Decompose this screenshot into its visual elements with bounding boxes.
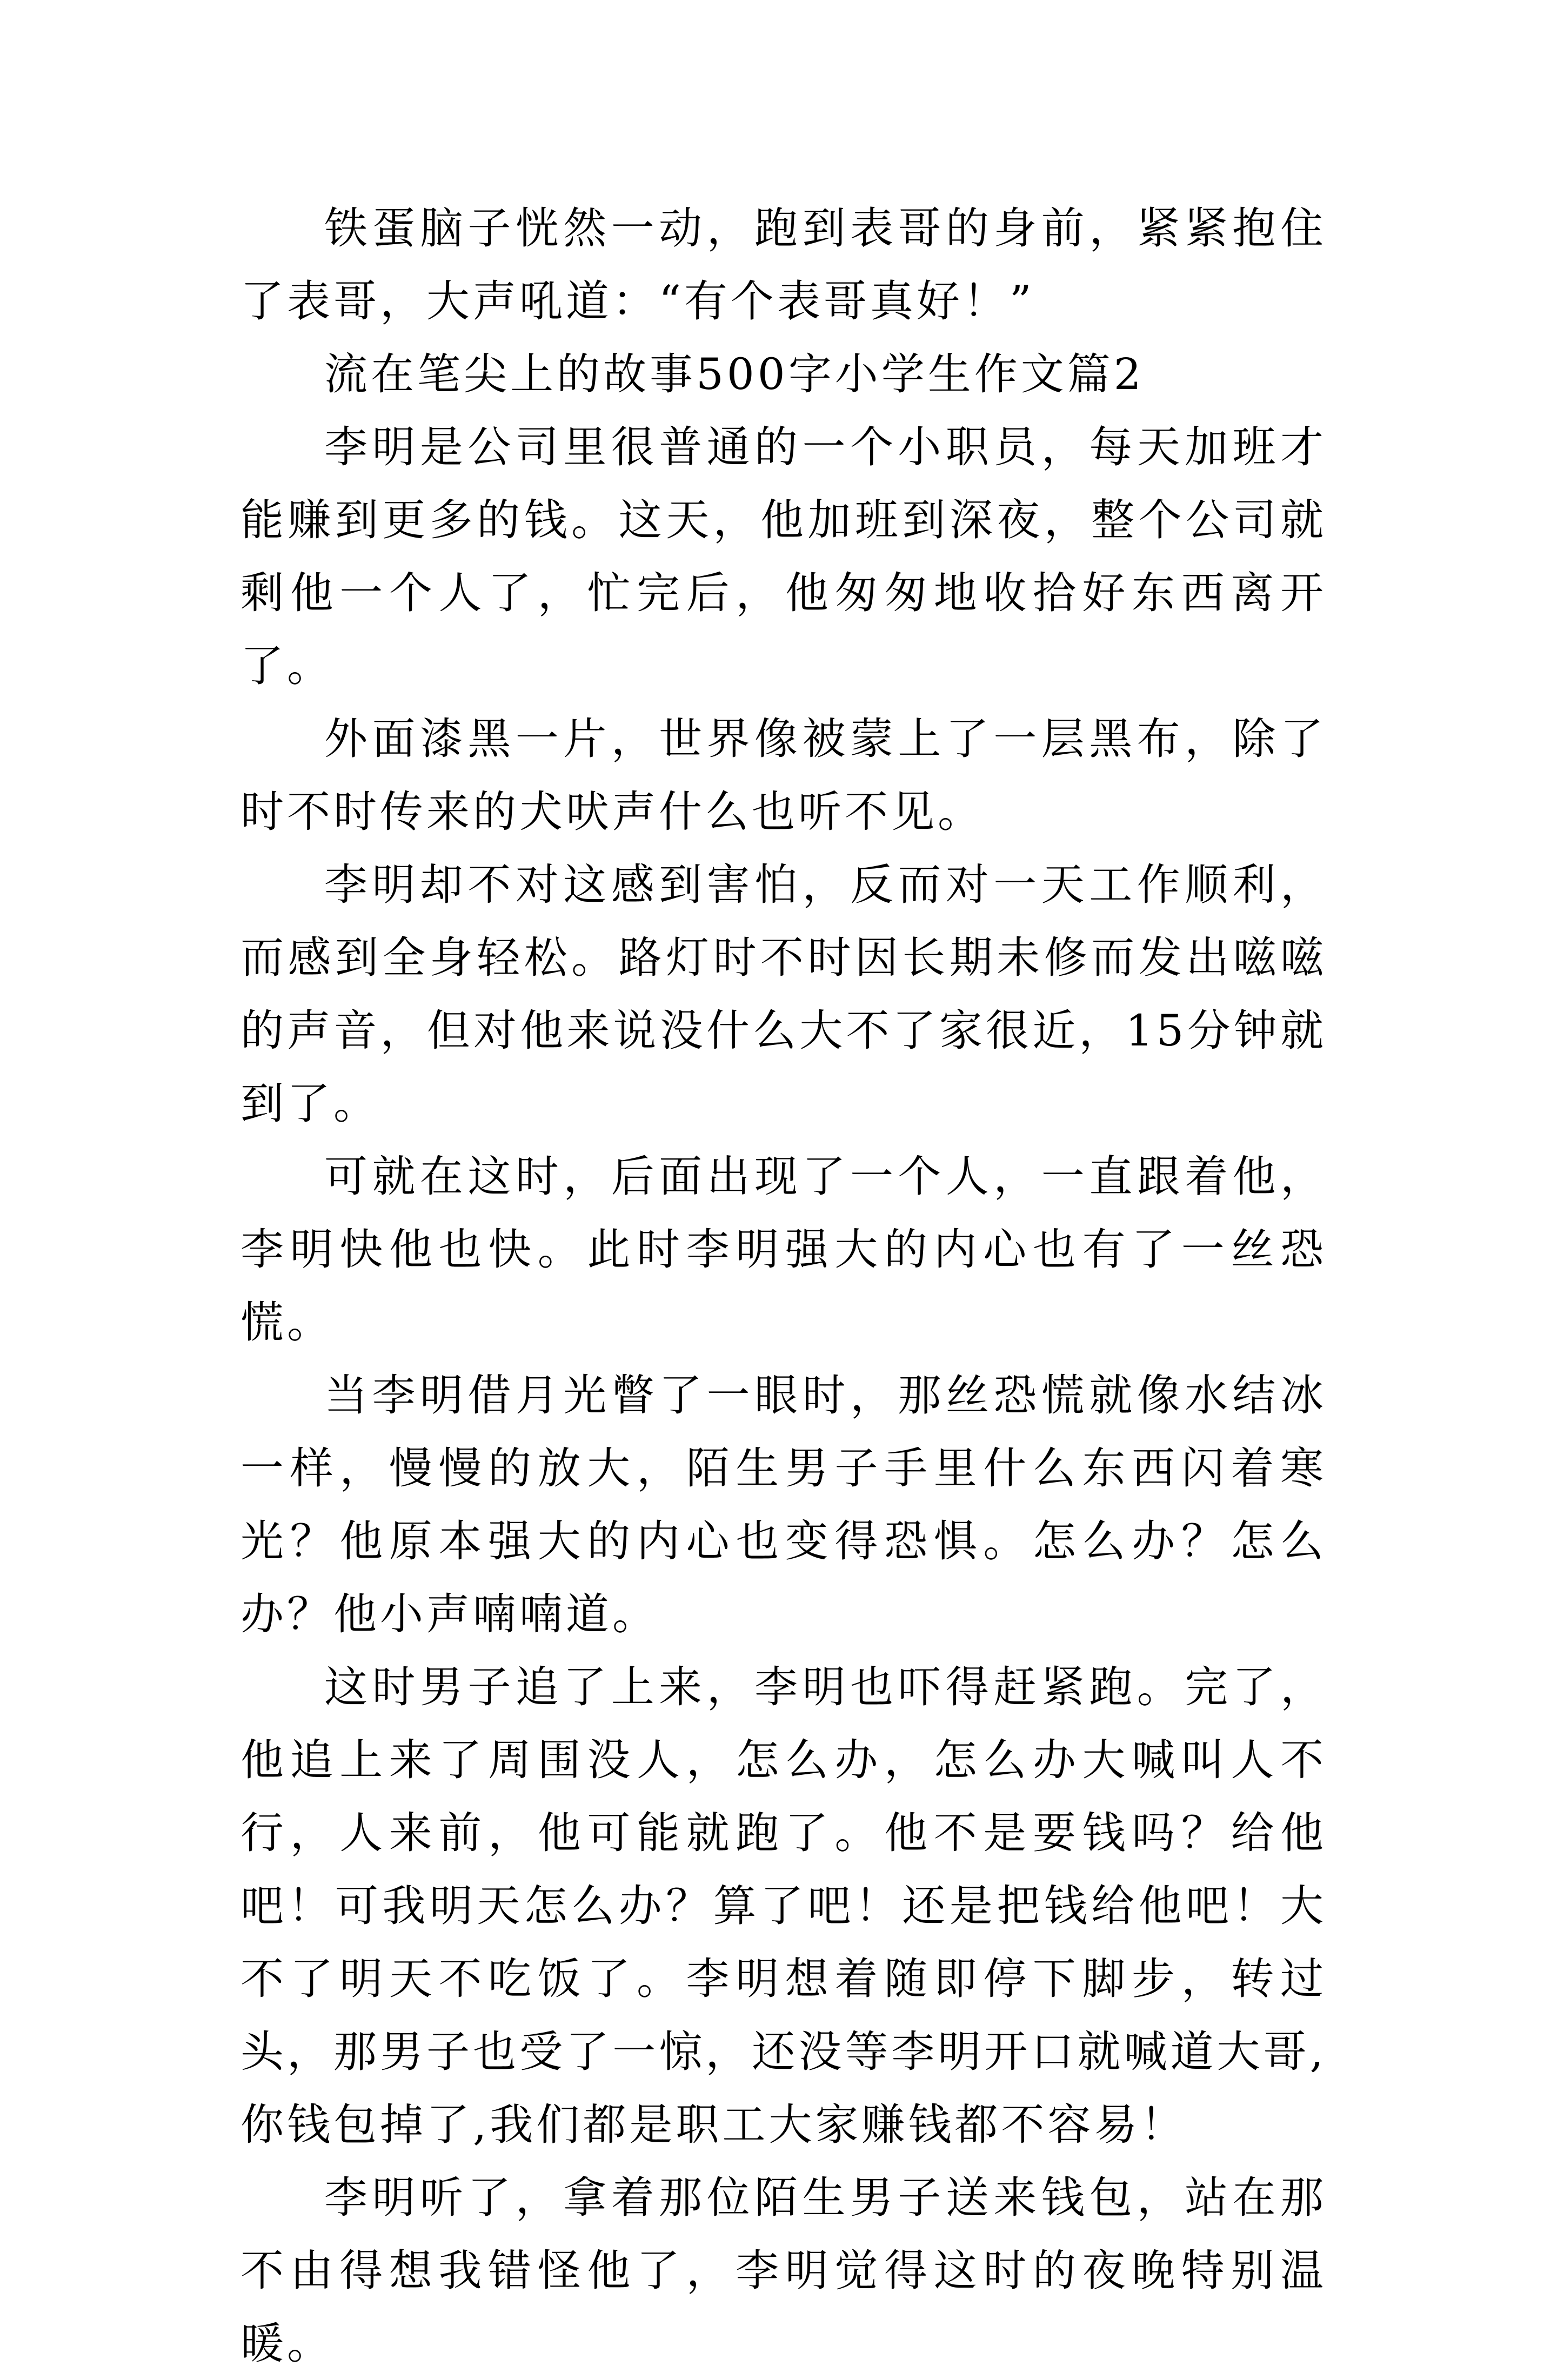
paragraph-5: 可就在这时，后面出现了一个人，一直跟着他，李明快他也快。此时李明强大的内心也有了一丝恐慌。: [240, 1151, 1327, 1347]
paragraph-3: 外面漆黑一片，世界像被蒙上了一层黑布，除了时不时传来的犬吠声什么也听不见。: [240, 714, 1327, 837]
paragraph-7: 这时男子追了上来，李明也吓得赶紧跑。完了，他追上来了周围没人，怎么办，怎么办大喊叫人不行，人来前，他可能就跑了。他不是要钱吗？给他吧！可我明天怎么办？算了吧！还是把钱给他吧！大不了明天不吃饭了。李明想着随即停下脚步，转过头，那男子也受了一惊，还没等李明开口就喊道大哥,你钱包掉了,我们都是职工大家赚钱都不容易！: [240, 1662, 1327, 2150]
paragraph-8: 李明听了，拿着那位陌生男子送来钱包，站在那不由得想我错怪他了，李明觉得这时的夜晚特别温暖。: [240, 2173, 1327, 2369]
document-body: [240, 192, 1327, 2380]
paragraph-2: 李明是公司里很普通的一个小职员，每天加班才能赚到更多的钱。这天，他加班到深夜，整个公司就剩他一个人了，忙完后，他匆匆地收拾好东西离开了。: [240, 422, 1327, 691]
paragraph-1: 铁蛋脑子恍然一动，跑到表哥的身前，紧紧抱住了表哥，大声吼道：“有个表哥真好！”: [240, 203, 1327, 326]
paragraph-4: 李明却不对这感到害怕，反而对一天工作顺利，而感到全身轻松。路灯时不时因长期未修而发出嗞嗞的声音，但对他来说没什么大不了家很近，15分钟就到了。: [240, 860, 1327, 1129]
paragraph-6: 当李明借月光瞥了一眼时，那丝恐慌就像水结冰一样，慢慢的放大，陌生男子手里什么东西闪着寒光？他原本强大的内心也变得恐惧。怎么办？怎么办？他小声喃喃道。: [240, 1370, 1327, 1639]
essay-heading: 流在笔尖上的故事500字小学生作文篇2: [324, 349, 1145, 399]
